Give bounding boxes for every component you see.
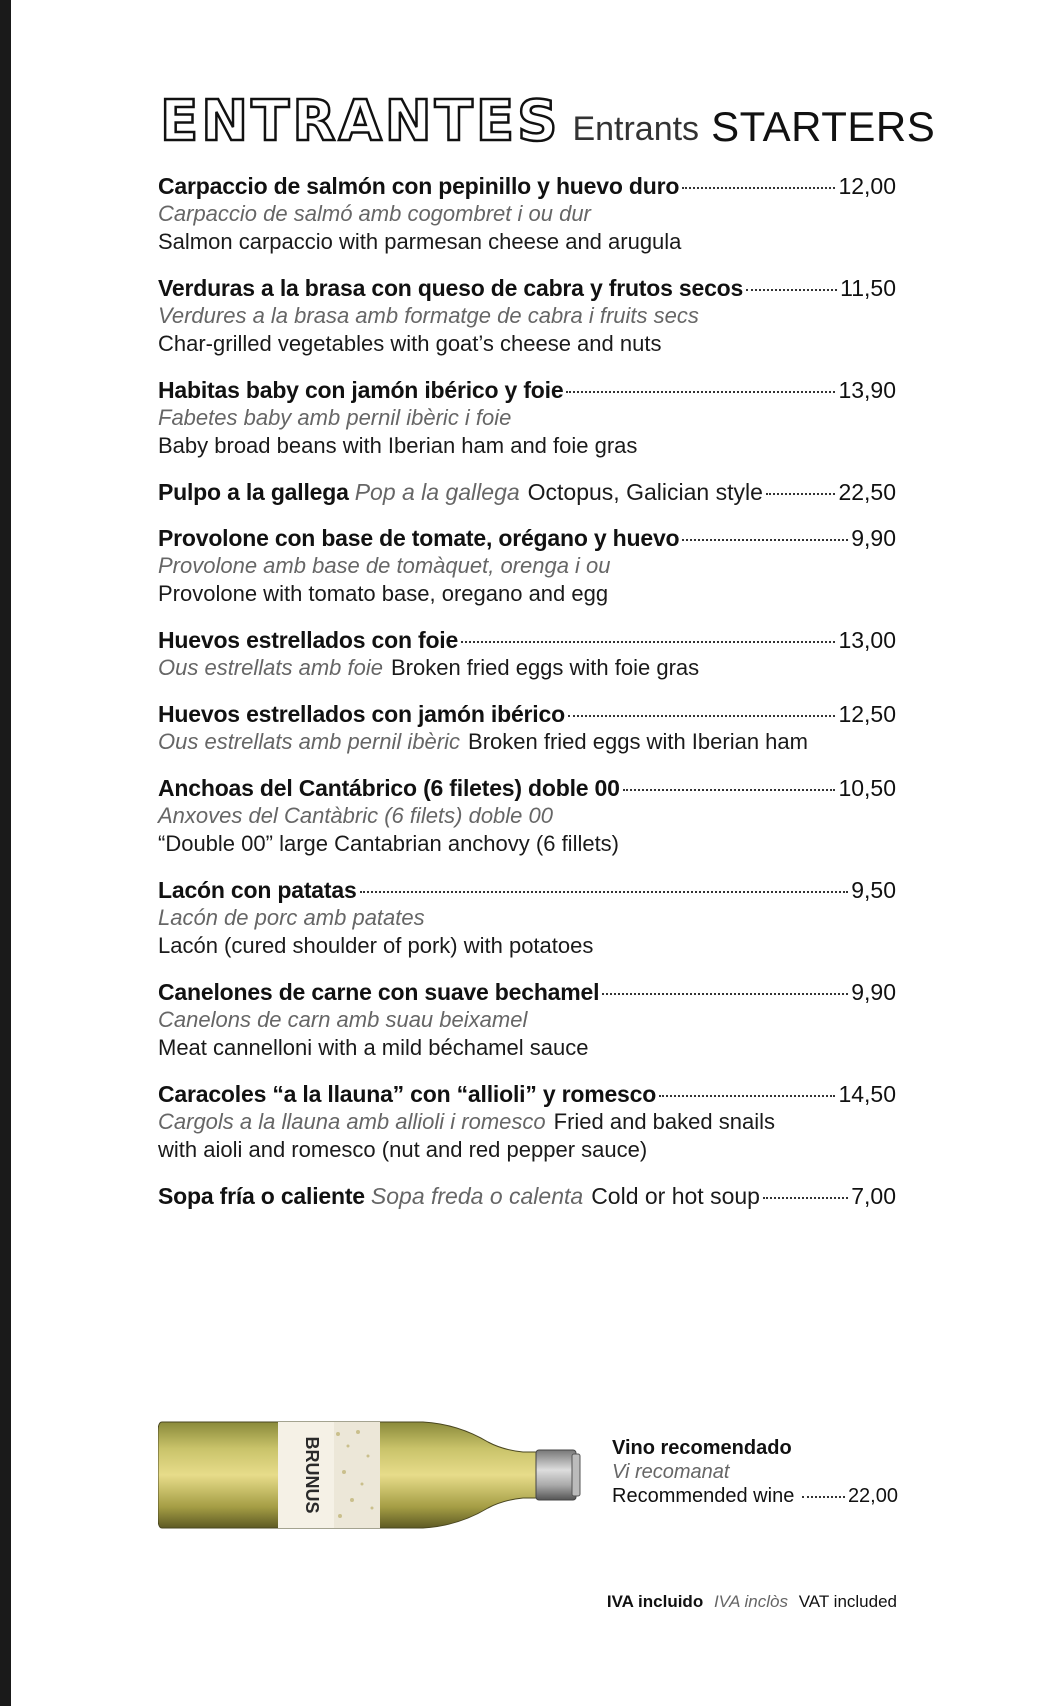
leader-dots <box>763 1197 848 1199</box>
menu-item <box>158 524 896 608</box>
dish-translations <box>158 1108 896 1136</box>
dish-name-en: Provolone with tomato base, oregano and egg <box>158 581 609 606</box>
menu-item-header <box>158 172 896 200</box>
dish-name: Pulpo a la gallega <box>158 479 349 505</box>
dish-price: 9,90 <box>851 979 896 1005</box>
wine-label-text: BRUNUS <box>302 1436 322 1514</box>
dish-name-en: Broken fried eggs with foie gras <box>390 655 700 680</box>
wine-info <box>612 1436 898 1508</box>
dish-name-ca: Canelons de carn amb suau beixamel <box>158 1007 528 1032</box>
dish-price: 22,50 <box>838 479 896 505</box>
left-edge-bar <box>0 0 11 1706</box>
dish-name-en: Baby broad beans with Iberian ham and foie gras <box>158 433 638 458</box>
dish-name-en: Salmon carpaccio with parmesan cheese and arugula <box>158 229 682 254</box>
dish-name-ca: Sopa freda o calenta <box>370 1183 584 1209</box>
menu-item <box>158 478 896 506</box>
section-title-en: STARTERS <box>711 103 936 150</box>
dish-name-en: Broken fried eggs with Iberian ham <box>468 729 808 754</box>
leader-dots <box>602 993 848 995</box>
menu-item-header <box>158 978 896 1006</box>
dish-name-ca: Provolone amb base de tomàquet, orenga i ou <box>158 553 611 578</box>
dish-name: Carpaccio de salmón con pepinillo y huevo duro <box>158 173 680 199</box>
vat-note-en: VAT included <box>798 1592 897 1611</box>
dish-name-ca: Ous estrellats amb foie <box>158 655 383 680</box>
dish-price: 12,50 <box>838 701 896 727</box>
leader-dots <box>461 641 835 643</box>
leader-dots <box>746 289 837 291</box>
menu-item-header <box>158 774 896 802</box>
dish-price: 14,50 <box>838 1081 896 1107</box>
menu-item <box>158 700 896 756</box>
wine-bottle-image <box>158 1412 598 1538</box>
leader-dots <box>659 1095 835 1097</box>
dish-name: Sopa fría o caliente <box>158 1183 365 1209</box>
starters-list <box>158 172 896 1228</box>
menu-item <box>158 274 896 358</box>
dish-name: Provolone con base de tomate, orégano y huevo <box>158 525 680 551</box>
wine-price-line <box>612 1484 898 1508</box>
recommended-wine <box>158 1400 898 1540</box>
menu-item-header <box>158 626 896 654</box>
menu-item-header <box>158 376 896 404</box>
dish-name: Verduras a la brasa con queso de cabra y frutos secos <box>158 275 744 301</box>
menu-item <box>158 1080 896 1164</box>
dish-price: 13,00 <box>838 627 896 653</box>
dish-name: Canelones de carne con suave bechamel <box>158 979 600 1005</box>
leader-dots <box>682 539 848 541</box>
dish-price: 9,90 <box>851 525 896 551</box>
dish-name: Anchoas del Cantábrico (6 filetes) doble 00 <box>158 775 620 801</box>
wine-title-en: Recommended wine <box>612 1485 795 1507</box>
menu-item <box>158 876 896 960</box>
leader-dots <box>802 1496 845 1498</box>
wine-title: Vino recomendado <box>612 1437 792 1459</box>
dish-name-en: Char-grilled vegetables with goat’s cheese and nuts <box>158 331 662 356</box>
menu-item-header <box>158 876 896 904</box>
menu-item-header <box>158 478 896 506</box>
dish-name-ca: Carpaccio de salmó amb cogombret i ou dur <box>158 201 591 226</box>
dish-name-ca: Fabetes baby amb pernil ibèric i foie <box>158 405 512 430</box>
dish-price: 7,00 <box>851 1183 896 1209</box>
dish-name-en: Lacón (cured shoulder of pork) with potatoes <box>158 933 594 958</box>
menu-item <box>158 978 896 1062</box>
leader-dots <box>566 391 835 393</box>
vat-note <box>607 1592 897 1612</box>
section-title-ca: Entrants <box>572 110 700 148</box>
leader-dots <box>682 187 835 189</box>
dish-translations <box>158 728 896 756</box>
dish-name-en: Cold or hot soup <box>591 1183 760 1209</box>
vat-note-ca: IVA inclòs <box>713 1592 788 1611</box>
dish-name-en: Meat cannelloni with a mild béchamel sauce <box>158 1035 589 1060</box>
dish-name-ca: Verdures a la brasa amb formatge de cabra i fruits secs <box>158 303 699 328</box>
dish-name-en: “Double 00” large Cantabrian anchovy (6 fillets) <box>158 831 620 856</box>
dish-name-ca: Pop a la gallega <box>354 479 520 505</box>
menu-item <box>158 376 896 460</box>
dish-name-en: Octopus, Galician style <box>527 479 763 505</box>
dish-name-ca: Lacón de porc amb patates <box>158 905 425 930</box>
section-title-es: ENTRANTES <box>160 89 561 154</box>
vat-note-es: IVA incluido <box>606 1592 704 1611</box>
menu-item-header <box>158 274 896 302</box>
dish-name: Caracoles “a la llauna” con “allioli” y romesco <box>158 1081 657 1107</box>
dish-price: 9,50 <box>851 877 896 903</box>
dish-name-ca: Cargols a la llauna amb allioli i romesco <box>158 1109 546 1134</box>
menu-item <box>158 774 896 858</box>
dish-name: Lacón con patatas <box>158 877 357 903</box>
menu-item <box>158 1182 896 1210</box>
menu-item <box>158 172 896 256</box>
dish-price: 12,00 <box>838 173 896 199</box>
menu-item <box>158 626 896 682</box>
leader-dots <box>623 789 836 791</box>
dish-name: Habitas baby con jamón ibérico y foie <box>158 377 564 403</box>
dish-price: 10,50 <box>838 775 896 801</box>
dish-price: 13,90 <box>838 377 896 403</box>
menu-item-header <box>158 1182 896 1210</box>
dish-name-ca: Ous estrellats amb pernil ibèric <box>158 729 461 754</box>
menu-item-header <box>158 700 896 728</box>
dish-name-en: Fried and baked snails <box>553 1109 775 1134</box>
dish-name: Huevos estrellados con jamón ibérico <box>158 701 565 727</box>
menu-item-header <box>158 524 896 552</box>
leader-dots <box>766 493 836 495</box>
dish-price: 11,50 <box>840 275 896 301</box>
menu-item-header <box>158 1080 896 1108</box>
menu-header <box>160 88 936 154</box>
leader-dots <box>360 891 849 893</box>
dish-translations <box>158 654 896 682</box>
wine-title-ca: Vi recomanat <box>612 1461 730 1483</box>
dish-name-en-continued: with aioli and romesco (nut and red pepper sauce) <box>158 1137 648 1162</box>
dish-name: Huevos estrellados con foie <box>158 627 459 653</box>
dish-name-ca: Anxoves del Cantàbric (6 filets) doble 00 <box>158 803 553 828</box>
wine-price: 22,00 <box>847 1485 898 1507</box>
leader-dots <box>568 715 836 717</box>
